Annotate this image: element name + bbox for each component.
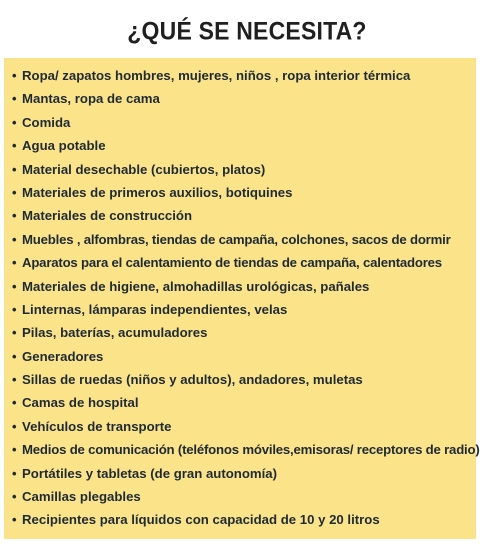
list-item-text: Agua potable <box>22 138 106 154</box>
list-item-text: Camillas plegables <box>22 489 141 505</box>
list-item <box>12 68 480 91</box>
list-item-text: Recipientes para líquidos con capacidad de 10 y 20 litros <box>22 512 380 528</box>
bullet-icon: • <box>12 418 17 434</box>
list-item <box>12 442 480 465</box>
list-item-text: Camas de hospital <box>22 395 139 411</box>
bullet-icon: • <box>12 372 17 388</box>
list-item <box>12 512 480 535</box>
list-item-text: Sillas de ruedas (niños y adultos), andadores, muletas <box>22 372 363 388</box>
list-item <box>12 395 480 418</box>
list-item-text: Muebles , alfombras, tiendas de campaña, colchones, sacos de dormir <box>22 231 451 247</box>
list-item-text: Pilas, baterías, acumuladores <box>22 325 208 341</box>
list-item <box>12 91 480 114</box>
list-item <box>12 162 480 185</box>
needs-list <box>12 68 480 536</box>
bullet-icon: • <box>12 161 17 177</box>
list-item <box>12 185 480 208</box>
list-item <box>12 208 480 231</box>
list-item <box>12 115 480 138</box>
bullet-icon: • <box>12 348 17 364</box>
list-item <box>12 489 480 512</box>
bullet-icon: • <box>12 231 17 247</box>
bullet-icon: • <box>12 91 17 107</box>
list-item <box>12 232 480 255</box>
list-item <box>12 138 480 161</box>
list-item <box>12 325 480 348</box>
bullet-icon: • <box>12 325 17 341</box>
bullet-icon: • <box>12 442 17 458</box>
list-item <box>12 372 480 395</box>
list-item <box>12 255 480 278</box>
list-item-text: Aparatos para el calentamiento de tiendas de campaña, calentadores <box>22 255 442 271</box>
list-item-text: Material desechable (cubiertos, platos) <box>22 161 266 177</box>
bullet-icon: • <box>12 465 17 481</box>
bullet-icon: • <box>12 278 17 294</box>
list-item-text: Comida <box>22 114 71 130</box>
list-item <box>12 302 480 325</box>
list-item-text: Portátiles y tabletas (de gran autonomía) <box>22 465 278 481</box>
list-item <box>12 349 480 372</box>
list-item-text: Ropa/ zapatos hombres, mujeres, niños , ropa interior térmica <box>22 68 411 83</box>
list-item-text: Materiales de higiene, almohadillas urológicas, pañales <box>22 278 370 294</box>
bullet-icon: • <box>12 512 17 528</box>
bullet-icon: • <box>12 114 17 130</box>
list-item-text: Generadores <box>22 348 104 364</box>
bullet-icon: • <box>12 138 17 154</box>
bullet-icon: • <box>12 184 17 200</box>
bullet-icon: • <box>12 68 17 83</box>
bullet-icon: • <box>12 208 17 224</box>
list-item-text: Mantas, ropa de cama <box>22 91 160 107</box>
page-title: ¿QUÉ SE NECESITA? <box>127 16 367 45</box>
list-item-text: Medios de comunicación (teléfonos móviles,emisoras/ receptores de radio) <box>22 442 480 458</box>
bullet-icon: • <box>12 395 17 411</box>
bullet-icon: • <box>12 255 17 271</box>
list-item <box>12 279 480 302</box>
needs-panel <box>4 58 480 539</box>
bullet-icon: • <box>12 301 17 317</box>
bullet-icon: • <box>12 489 17 505</box>
list-item-text: Materiales de primeros auxilios, botiquines <box>22 184 293 200</box>
list-item <box>12 419 480 442</box>
list-item <box>12 466 480 489</box>
list-item-text: Materiales de construcción <box>22 208 193 224</box>
list-item-text: Linternas, lámparas independientes, velas <box>22 301 288 317</box>
list-item-text: Vehículos de transporte <box>22 418 172 434</box>
